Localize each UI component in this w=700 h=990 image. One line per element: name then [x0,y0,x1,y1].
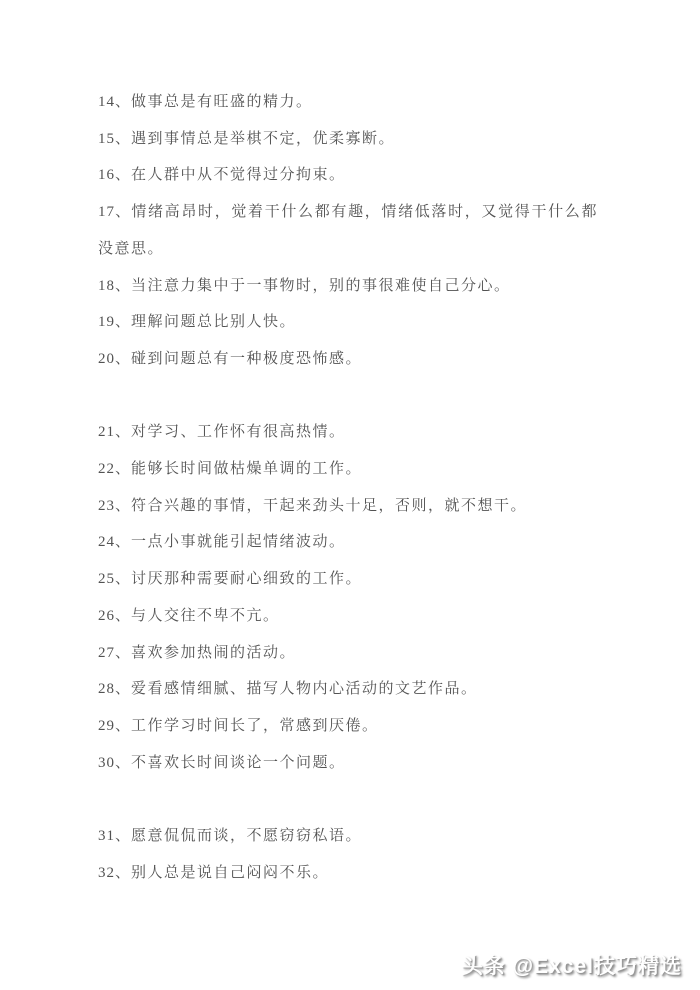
item-number: 26、 [98,607,132,624]
list-item [98,818,598,855]
list-item [98,451,598,488]
item-number: 29、 [98,717,132,734]
list-item [98,855,598,892]
item-number: 19、 [98,314,132,331]
item-number: 24、 [98,534,132,551]
item-text: 情绪高昂时，觉着干什么都有趣，情绪低落时，又觉得干什么都没意思。 [98,204,598,257]
item-text: 别人总是说自己闷闷不乐。 [131,864,330,881]
item-number: 32、 [98,864,132,881]
item-text: 喜欢参加热闹的活动。 [131,644,297,661]
item-number: 31、 [98,828,132,845]
questionnaire-list [98,84,598,891]
list-item [98,304,598,341]
item-text: 讨厌那种需要耐心细致的工作。 [131,571,363,588]
list-item [98,524,598,561]
item-number: 30、 [98,754,132,771]
item-text: 当注意力集中于一事物时，别的事很难使自己分心。 [131,277,511,294]
list-item [98,121,598,158]
item-number: 21、 [98,424,132,441]
item-number: 22、 [98,461,132,478]
item-text: 遇到事情总是举棋不定，优柔寡断。 [131,130,396,147]
list-item [98,414,598,451]
item-text: 理解问题总比别人快。 [131,314,297,331]
item-text: 符合兴趣的事情，干起来劲头十足，否则，就不想干。 [131,497,528,514]
list-item [98,488,598,525]
item-number: 16、 [98,167,132,184]
list-item [98,745,598,782]
item-text: 在人群中从不觉得过分拘束。 [131,167,346,184]
list-item [98,84,598,121]
list-item [98,635,598,672]
item-text: 做事总是有旺盛的精力。 [131,94,313,110]
item-number: 17、 [98,204,132,221]
item-text: 工作学习时间长了，常感到厌倦。 [131,717,379,734]
item-number: 23、 [98,497,132,514]
item-number: 27、 [98,644,132,661]
list-item [98,268,598,305]
item-number: 15、 [98,130,132,147]
item-text: 碰到问题总有一种极度恐怖感。 [131,350,363,367]
item-text: 能够长时间做枯燥单调的工作。 [131,461,363,478]
list-item [98,157,598,194]
item-text: 不喜欢长时间谈论一个问题。 [131,754,346,771]
list-item [98,341,598,378]
item-number: 14、 [98,94,132,110]
item-text: 与人交往不卑不亢。 [131,607,280,624]
item-text: 对学习、工作怀有很高热情。 [131,424,346,441]
list-item [98,708,598,745]
item-text: 愿意侃侃而谈，不愿窃窃私语。 [131,828,363,845]
item-text: 爱看感情细腻、描写人物内心活动的文艺作品。 [131,681,478,698]
item-text: 一点小事就能引起情绪波动。 [131,534,346,551]
item-number: 18、 [98,277,132,294]
item-number: 25、 [98,571,132,588]
watermark: 头条 @Excel技巧精选 [461,955,682,978]
item-number: 20、 [98,350,132,367]
list-item [98,598,598,635]
list-item [98,561,598,598]
list-item [98,194,598,267]
item-number: 28、 [98,681,132,698]
list-item [98,671,598,708]
